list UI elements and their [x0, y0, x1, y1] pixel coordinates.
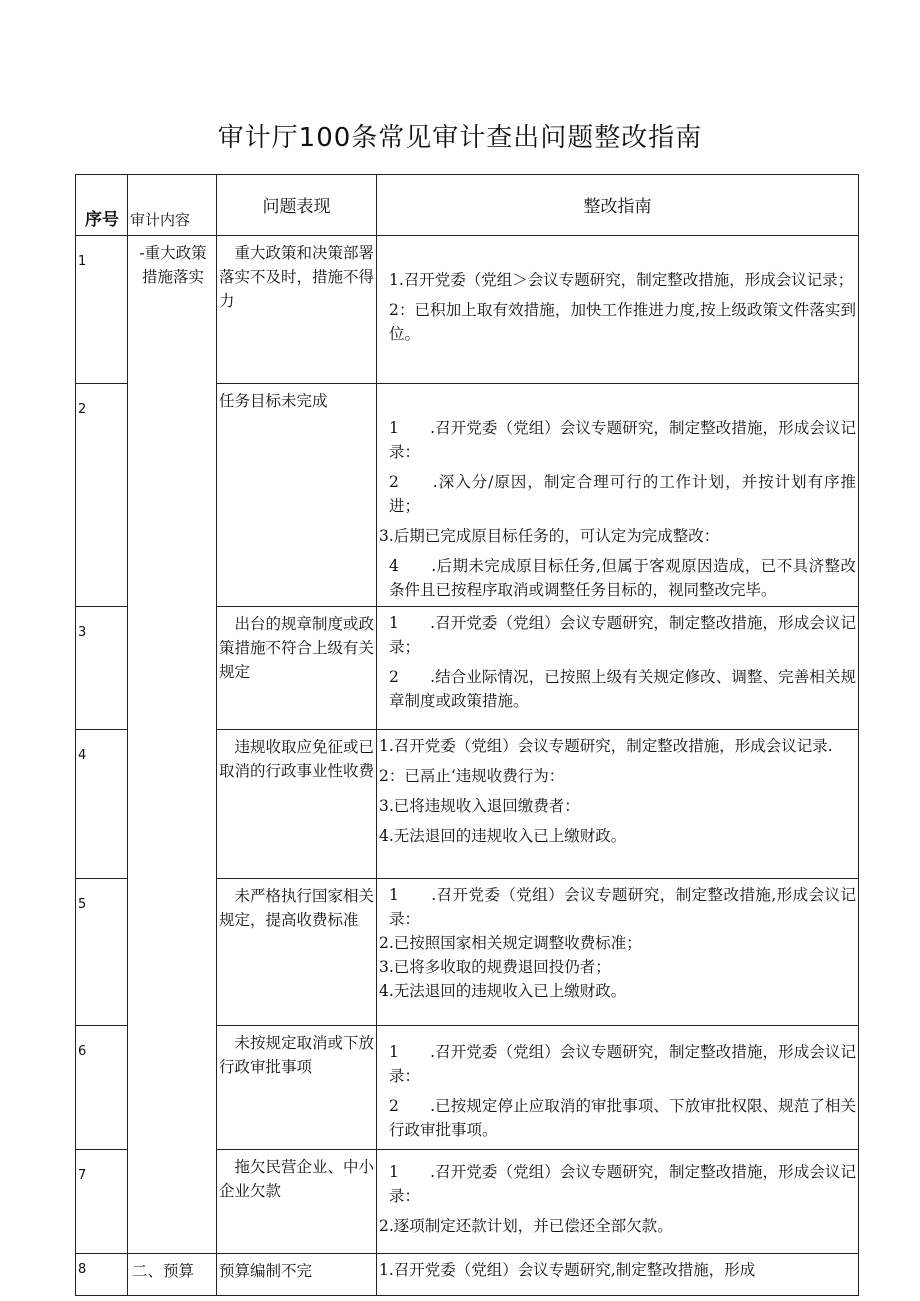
guide-line: 2：已鬲止‘违规收费行为：: [379, 767, 565, 785]
row-seq: 5: [76, 879, 128, 1026]
header-guide-cell: [377, 175, 859, 236]
guide-line: 3.已将违规收入退回缴费者：: [379, 797, 580, 815]
row-seq: 1: [76, 236, 128, 384]
row-guide: [377, 1026, 859, 1150]
guide-line: 1.召开党委（党组）会议专题研究,制定整改措施，形成: [379, 1261, 756, 1279]
guide-line: 2 .深入分/原因，制定合理可行的工作计划，并按计划有序推进；: [389, 473, 856, 515]
guide-line: 1 .召开党委（党组）会议专题研究，制定整改措施，形成会议记录：: [389, 1043, 856, 1085]
row-issue: 违规收取应免征或已取消的行政事业性收费: [217, 730, 377, 879]
header-guide: 整改指南: [583, 197, 652, 217]
header-seq: 序号: [85, 210, 119, 230]
row-issue: 出台的规章制度或政策措施不符合上级有关规定: [217, 607, 377, 730]
guide-line: 2：已积加上取有效措施，加快工作推进力度,按上级政策文件落实到位。: [389, 301, 856, 343]
guide-line: 2 .结合业际情况，已按照上级有关规定修改、调整、完善相关规章制度或政策措施。: [389, 668, 856, 710]
table-row: [76, 236, 859, 384]
row-issue: 未严格执行国家相关规定，提高收费标准: [217, 879, 377, 1026]
guide-line: 1.召开党委（党组＞会议专题研究，制定整改措施，形成会议记录；: [389, 271, 854, 289]
row-issue: 预算编制不完: [217, 1254, 377, 1296]
row-seq: 3: [76, 607, 128, 730]
header-seq-cell: [76, 175, 128, 236]
table-row: [76, 1254, 859, 1296]
guide-line: 1 .召开党委（党组）会议专题研究，制定整改措施，形成会议记录：: [389, 1163, 856, 1205]
row-guide: [377, 384, 859, 607]
guide-line: 1 .召开党委（党组）会议专题研究，制定整改措施，形成会议记录：: [389, 419, 856, 461]
header-issue-cell: [217, 175, 377, 236]
row-seq: 2: [76, 384, 128, 607]
row-category: -重大政策措施落实: [128, 236, 217, 1254]
row-issue: 任务目标未完成: [217, 384, 377, 607]
row-guide: [377, 1150, 859, 1254]
row-seq: 8: [76, 1254, 128, 1296]
guide-line: 1.召开党委（党组）会议专题研究，制定整改措施，形成会议记录.: [379, 737, 833, 755]
row-guide: [377, 236, 859, 384]
header-issue: 问题表现: [262, 197, 331, 217]
row-issue: 重大政策和决策部署落实不及时，措施不得力: [217, 236, 377, 384]
guide-line: 4.无法退回的违规收入已上缴财政。: [379, 827, 627, 845]
row-issue: 未按规定取消或下放行政审批事项: [217, 1026, 377, 1150]
row-seq: 7: [76, 1150, 128, 1254]
guide-line: 1 .召开党委（党组）会议专题研究，制定整改措施，形成会议记录；: [389, 614, 856, 656]
guide-line: 2 .已按规定停止应取消的审批事项、下放审批权限、规范了相关行政审批事项。: [389, 1097, 856, 1139]
row-category: 二、预算: [128, 1254, 217, 1296]
row-guide: [377, 879, 859, 1026]
guide-line: 2.逐项制定还款计划，并已偿还全部欠款。: [379, 1217, 673, 1235]
row-issue: 拖欠民营企业、中小企业欠款: [217, 1150, 377, 1254]
row-seq: 6: [76, 1026, 128, 1150]
header-category: 审计内容: [130, 211, 191, 229]
row-seq: 4: [76, 730, 128, 879]
table-header-row: [76, 175, 859, 236]
guide-line: 3.已将多收取的规费退回投仍者；: [379, 958, 611, 976]
guide-line: 2.已按照国家相关规定调整收费标准；: [379, 934, 642, 952]
row-guide: [377, 730, 859, 879]
rectification-guide-table: [75, 174, 859, 1296]
guide-line: 3.后期已完成原目标任务的，可认定为完成整改：: [379, 527, 720, 545]
row-guide: [377, 1254, 859, 1296]
document-title: 审计厅100条常见审计查出问题整改指南: [217, 123, 703, 153]
row-guide: [377, 607, 859, 730]
header-category-cell: [128, 175, 217, 236]
guide-line: 1 .召开党委（党组）会议专题研究，制定整改措施,形成会议记录：: [389, 886, 856, 928]
guide-line: 4.无法退回的违规收入已上缴财政。: [379, 982, 627, 1000]
guide-line: 4 .后期未完成原目标任务,但属于客观原因造成，已不具济整改条件且已按程序取消或调整任务目标的，视同整改完毕。: [389, 557, 856, 599]
